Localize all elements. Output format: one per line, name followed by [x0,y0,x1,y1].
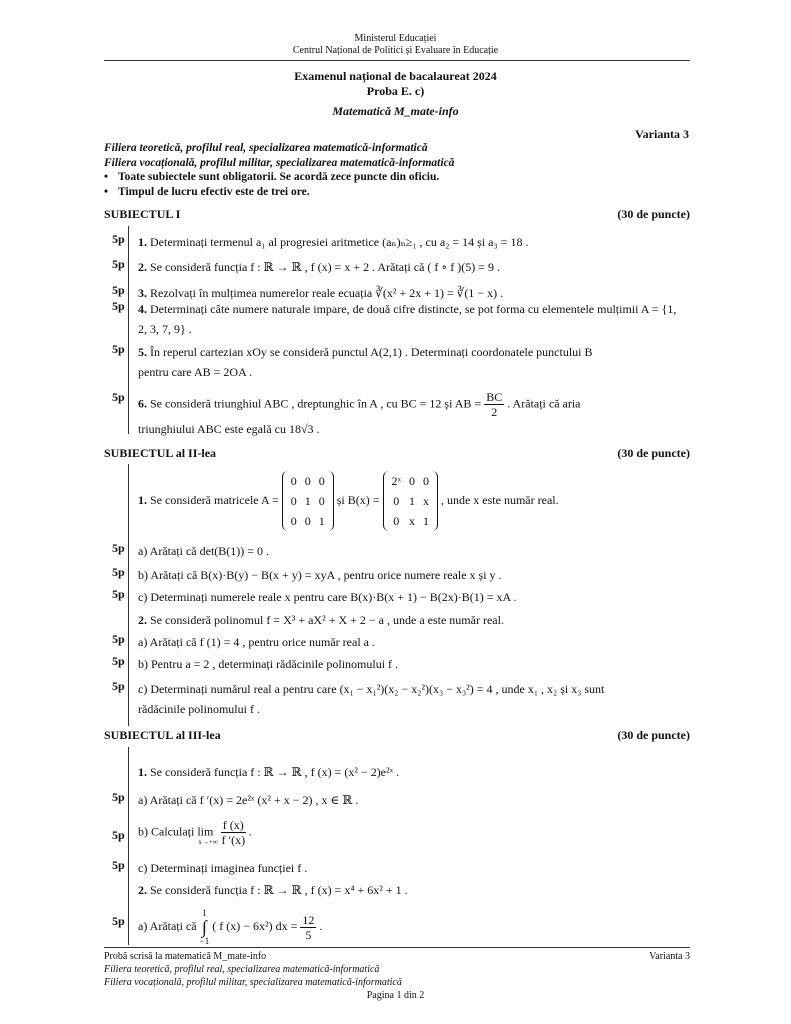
footer-line-3: Filiera vocațională, profilul militar, specializarea matematică-informatică [104,977,402,988]
matrix-a-cell-0-1: 0 [304,474,311,489]
score-column-divider-3 [128,747,129,945]
limit-subscript: x→+∞ [198,838,218,846]
bullet-timp: • Timpul de lucru efectiv este de trei ore. [104,186,310,198]
center-header: Centrul Național de Politici și Evaluare în Educație [292,45,499,56]
footer-rule [104,947,690,948]
footer-line-1: Probă scrisă la matematică M_mate-info Varianta 3 [104,951,690,962]
integral-sign: 1 ∫ −1 [199,908,210,946]
subiect-3-header: SUBIECTUL al III-lea (30 de puncte) [104,728,690,742]
matrix-a-cell-0-2: 0 [318,474,325,489]
matrix-b-cell-1-0: 0 [393,494,400,509]
matrix-a-cell-2-1: 0 [304,514,311,529]
filiera-teoretica: Filiera teoretică, profilul real, specializarea matematică-informatică [104,142,428,154]
exam-page: Ministerul Educației Centrul Național de Politici și Evaluare în Educație Examenul național de bacalaureat 2024 Proba E. c) Matematică M_mate-info Varianta 3 Filiera teoretică, profilul real, specializarea matematică-informatică Filiera vocațională, profilul militar, specializarea matematică-informatică • Toate subiectele sunt obligatorii. Se acordă zece puncte din oficiu. • Timpul de lucru efectiv este de trei ore. SUBIECTUL I (30 de puncte) 5p 1. Determinați termenul a₁ al progresiei aritmetice (aₙ)ₙ≥₁ , cu a₂ = 14 și a₃ = 18 . 5p 2. Se consideră funcția f : ℝ → ℝ , f (x) = x + 2 . Arătați că ( f ∘ f )(5) = 9 . 5p 3. Rezolvați în mulțimea numerelor reale ecuația ∛(x² + 2x + 1) = ∛(1 − x) . 5p 4. Determinați câte numere naturale impare, de două cifre distincte, se pot forma cu elementele mulțimii A = {1, 2, 3, 7, 9} . 5p 5. În reperul cartezian xOy se consideră punctul A(2,1) . Determinați coordonatele punctului B pentru care AB = 2OA . 5p 6. Se consideră triunghiul ABC , dreptunghic în A , cu BC = 12 și AB = $\frac{BC}{2}$ . Arătați că aria triunghiului ABC este egală cu 18√3 . SUBIECTUL al II-lea (30 de puncte) 1. Se consideră matricele A = 0 0 0 0 1 0 0 0 1 și B(x) = 2ˣ 0 0 0 1 x 0 x 1 , unde x este număr real. 5p a) Arătați că det(B(1)) = 0 . 5p b) Arătați că B(x)·B(y) − B(x + y) = xyA , pentru orice numere reale x și y . 5p c) Determinați numerele reale x pentru care B(x)·B(x + 1) − B(2x)·B(1) = xA . 2. Se consideră polinomul f = X³ + aX² + X + 2 − a , unde a este număr real. 5p a) Arătați că f (1) = 4 , pentru orice număr real a . 5p b) Pentru a = 2 , determinați rădăcinile polinomului f . 5p c) Determinați numărul real a pentru care (x₁ − x₁²)(x₂ − x₂²)(x₃ − x₃²) = 4 , unde x₁ , x₂ și x₃ sunt rădăcinile polinomului f . SUBIECTUL al III-lea (30 de puncte) 1. Se consideră funcția f : ℝ → ℝ , f (x) = (x² − 2)e²ˣ . 5p a) Arătați că f ′(x) = 2e²ˣ (x² + x − 2) , x ∈ ℝ . 5p b) Calculați lim x→+∞ $\frac{f (x)}{f '(x)}$ . 5p c) Determinați imaginea funcției f . 2. Se consideră funcția f : ℝ → ℝ , f (x) = x⁴ + 6x² + 1 . 5p a) Arătați că 1 ∫ −1 ( f (x) − 6x²) dx = $\frac{12}{5}$ . Probă scrisă la matematică M_mate-info Varianta 3 Filiera teoretică, profilul real, specializarea matematică-informatică Filiera vocațională, profilul militar, specializarea matematică-informatică Pagina 1 din 2 [0,0,791,1024]
varianta-label: Varianta 3 [635,127,689,141]
matrix-a-cell-1-2: 0 [318,494,325,509]
subiect-1-header: SUBIECTUL I (30 de puncte) [104,207,690,221]
exam-title: Examenul național de bacalaureat 2024 [294,69,497,83]
matrix-b-cell-2-1: x [408,514,415,529]
ministry-header: Ministerul Educației [354,33,437,44]
matrix-a [282,471,334,531]
fraction-bc-2: $\frac{BC}{2}$ [486,390,503,419]
score-column-divider [128,226,129,434]
matrix-b-cell-0-1: 0 [408,474,415,489]
fraction-12-5: $\frac{12}{5}$ [302,912,315,942]
subiect-2-header: SUBIECTUL al II-lea (30 de puncte) [104,446,690,460]
matrix-b-cell-2-2: 1 [422,514,429,529]
header-rule [104,60,690,61]
matrix-a-cell-2-0: 0 [290,514,297,529]
page-number: Pagina 1 din 2 [366,990,425,1001]
fraction-f-fprime: $\frac{f (x)}{f '(x)}$ [221,818,246,847]
matrix-b-cell-0-0: 2ˣ [391,474,401,489]
filiera-vocationala: Filiera vocațională, profilul militar, specializarea matematică-informatică [104,157,455,169]
matrix-a-cell-1-1: 1 [304,494,311,509]
bullet-obligatorii: • Toate subiectele sunt obligatorii. Se acordă zece puncte din oficiu. [104,171,440,183]
matrix-b-cell-1-2: x [422,494,429,509]
matrix-a-cell-1-0: 0 [290,494,297,509]
matrix-b-cell-1-1: 1 [408,494,415,509]
matrix-a-cell-2-2: 1 [318,514,325,529]
matrix-b-cell-0-2: 0 [422,474,429,489]
matrix-b-cell-2-0: 0 [393,514,400,529]
score-column-divider-2 [128,464,129,726]
subject-title: Matematică M_mate-info [332,104,459,118]
matrix-b [383,471,438,531]
footer-line-2: Filiera teoretică, profilul real, specializarea matematică-informatică [104,964,380,975]
proba-title: Proba E. c) [366,84,425,98]
matrix-a-cell-0-0: 0 [290,474,297,489]
